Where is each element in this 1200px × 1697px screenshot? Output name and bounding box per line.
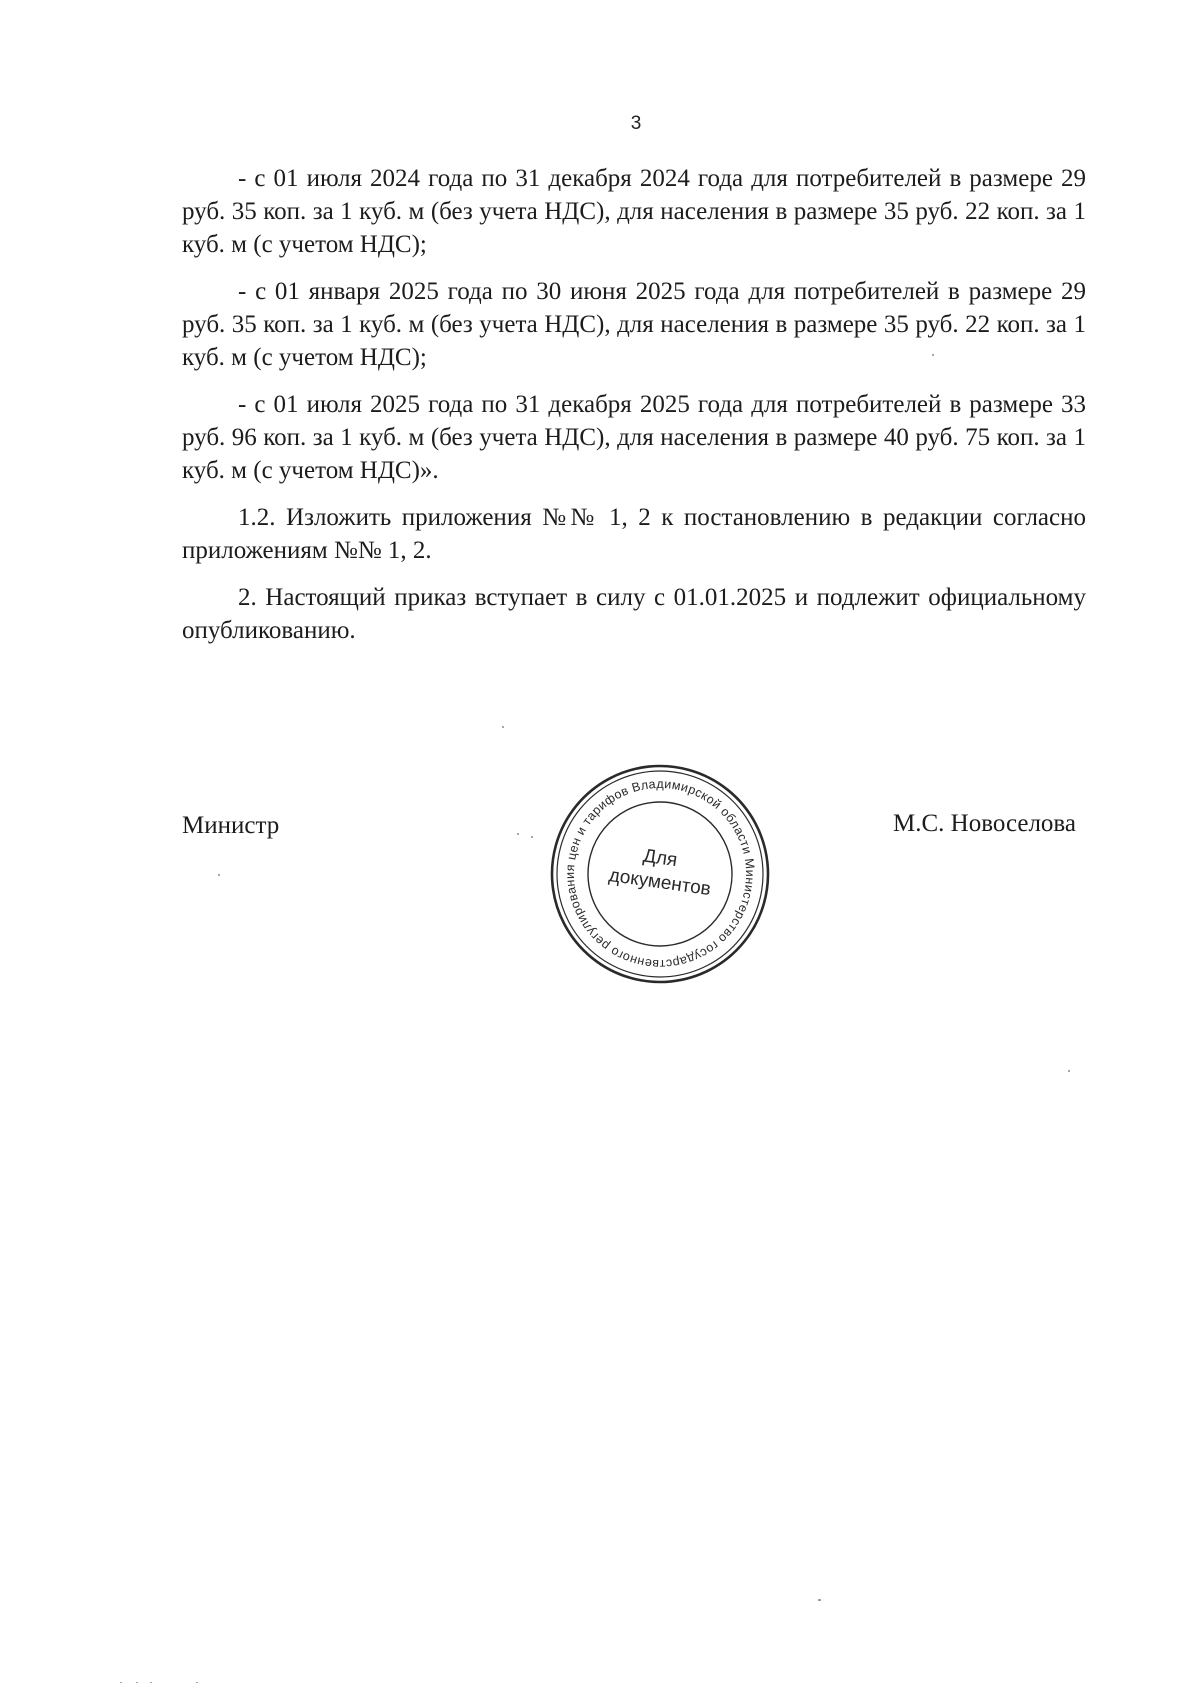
paragraph-effective-date: 2. Настоящий приказ вступает в силу с 01.01.2025 и подлежит официальному опубликованию. [182,584,1086,644]
scan-speck [932,354,934,356]
paragraph-tariff-2025-h1: - с 01 января 2025 года по 30 июня 2025 года для потребителей в размере 29 руб. 35 коп. за 1 куб. м (без учета НДС), для населения в размере 35 руб. 22 коп. за 1 куб. м (с учетом НДС); [182,278,1086,371]
scan-speck [136,1682,138,1683]
stamp-center-line-2: документов [607,865,713,901]
document-body [182,162,1086,661]
official-stamp [545,759,775,989]
scan-speck [150,1682,152,1683]
stamp-center-line-1: Для [641,845,679,872]
scan-speck [196,1682,198,1683]
stamp-ring-text: Министерство государственного регулирования цен и тарифов Владимирской области [562,776,758,972]
paragraph-tariff-2024-h2: - с 01 июля 2024 года по 31 декабря 2024 года для потребителей в размере 29 руб. 35 коп. за 1 куб. м (без учета НДС), для населения в размере 35 руб. 22 коп. за 1 куб. м (с учетом НДС); [182,165,1086,258]
scan-speck [502,726,504,728]
scan-speck [120,1682,122,1683]
scan-speck [531,836,533,838]
page-number: 3 [630,113,642,134]
scan-speck [218,874,220,876]
signatory-title: Министр [182,812,280,839]
paragraph-tariff-2025-h2: - с 01 июля 2025 года по 31 декабря 2025 года для потребителей в размере 33 руб. 96 коп. за 1 куб. м (без учета НДС), для населения в размере 40 руб. 75 коп. за 1 куб. м (с учетом НДС)». [182,391,1086,484]
paragraph-appendices: 1.2. Изложить приложения №№ 1, 2 к постановлению в редакции согласно приложениям №№ 1, 2. [182,504,1086,564]
scan-speck [1068,1070,1070,1072]
scan-speck [818,1599,821,1601]
scan-speck [517,833,519,835]
signatory-name: М.С. Новоселова [892,810,1076,837]
